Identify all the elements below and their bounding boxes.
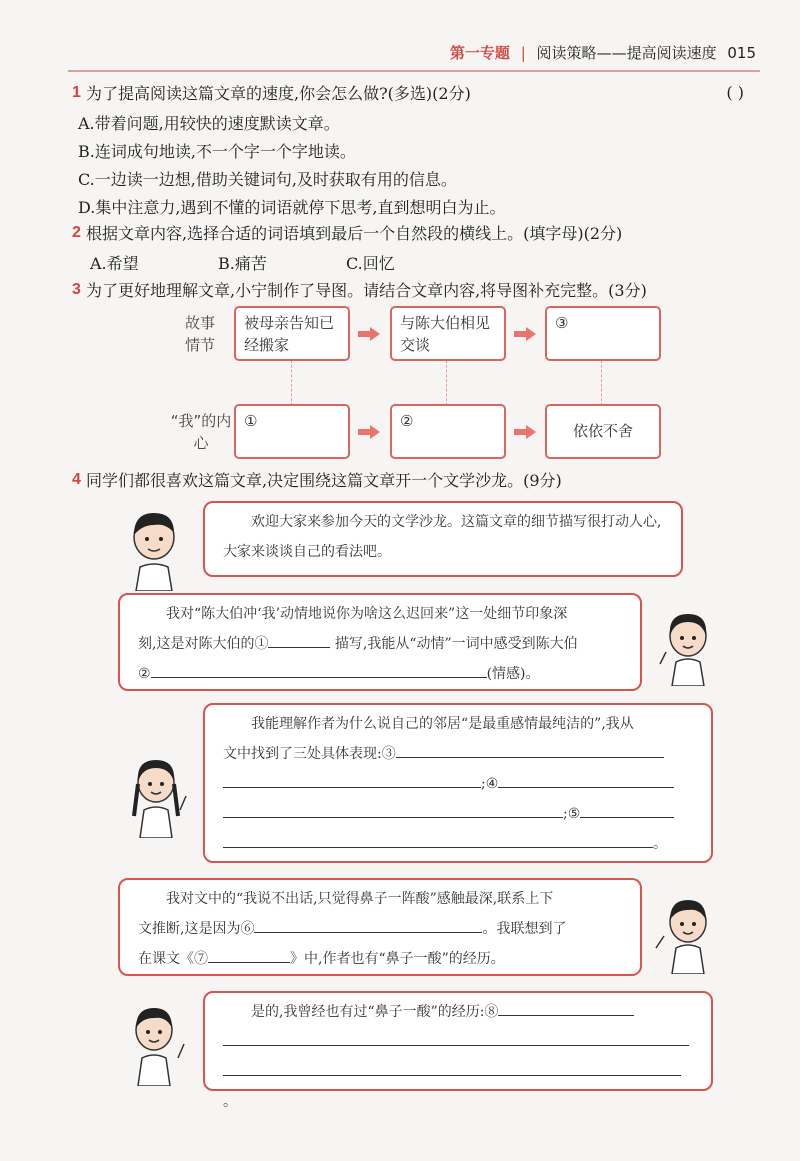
question-2-option-c: C.回忆 (346, 254, 395, 273)
answer-blank-6[interactable] (254, 915, 482, 933)
page-header: 第一专题 | 阅读策略——提高阅读速度 015 (449, 44, 756, 62)
girl-avatar-1 (652, 606, 718, 686)
section-label: 第一专题 (449, 44, 510, 62)
question-3-number: 3 (72, 281, 81, 298)
answer-blank-4[interactable] (498, 770, 674, 788)
question-2-text: 根据文章内容,选择合适的词语填到最后一个自然段的横线上。(填字母)(2分) (86, 224, 623, 243)
bubble-2-line-2b: 描写,我能从“动情”一词中感受到陈大伯 (334, 636, 578, 652)
bubble-3-semi-2: ;⑤ (563, 806, 581, 822)
diagram-box-feeling-1-blank[interactable]: ① (234, 404, 350, 459)
bubble-3-semi-1: ;④ (481, 776, 499, 792)
question-1-option-a: A.带着问题,用较快的速度默读文章。 (78, 114, 340, 133)
subtopic-label: 提高阅读速度 (626, 44, 717, 62)
connector-1 (291, 360, 292, 406)
bubble-1-line-2: 大家来谈谈自己的看法吧。 (223, 544, 391, 560)
diagram-box-feeling-2-blank[interactable]: ② (390, 404, 506, 459)
speech-bubble-3 (203, 703, 713, 863)
topic-label: 阅读策略 (536, 44, 597, 62)
bubble-4-line-3a: 在课文《⑦ (138, 951, 208, 967)
answer-blank-1[interactable] (268, 630, 330, 648)
arrow-right-icon (514, 425, 536, 439)
question-2-option-a: A.希望 (90, 254, 139, 273)
speech-bubble-1 (203, 501, 683, 577)
answer-blank-2[interactable] (151, 660, 487, 678)
question-1-option-c: C.一边读一边想,借助关键词句,及时获取有用的信息。 (78, 170, 457, 189)
question-4-text: 同学们都很喜欢这篇文章,决定围绕这篇文章开一个文学沙龙。(9分) (86, 471, 562, 490)
question-2-option-b: B.痛苦 (218, 254, 267, 273)
header-dash: —— (596, 44, 627, 62)
question-1-option-d: D.集中注意力,遇到不懂的词语就停下思考,直到想明白为止。 (78, 198, 506, 217)
answer-blank-4-cont[interactable] (223, 800, 563, 818)
answer-blank-8-cont-2[interactable] (223, 1058, 681, 1076)
diagram-box-plot-1: 被母亲告知已经搬家 (234, 306, 350, 361)
diagram-box-plot-3-blank[interactable]: ③ (545, 306, 661, 361)
arrow-right-icon (514, 327, 536, 341)
answer-blank-8-cont-1[interactable] (223, 1028, 689, 1046)
bubble-4-line-3b: 》中,作者也有“鼻子一酸”的经历。 (290, 951, 505, 967)
speech-bubble-5 (203, 991, 713, 1110)
header-rule (68, 70, 760, 72)
question-1-text: 为了提高阅读这篇文章的速度,你会怎么做?(多选)(2分) (86, 84, 471, 103)
answer-blank-5[interactable] (580, 800, 674, 818)
bubble-4-line-2b: 。我联想到了 (482, 921, 567, 937)
diagram-row1-label: 故事情节 (184, 314, 215, 354)
girl-avatar-2 (122, 752, 194, 838)
answer-blank-8[interactable] (498, 998, 634, 1016)
bubble-2-line-1: 我对“陈大伯冲‘我’动情地说你为啥这么迟回来”这一处细节印象深 (166, 606, 568, 622)
bubble-4-line-2a: 文推断,这是因为⑥ (138, 921, 255, 937)
bubble-5-end: 。 (223, 1094, 237, 1110)
speech-bubble-2 (118, 593, 642, 691)
boy-avatar-3 (120, 1000, 192, 1086)
question-4-number: 4 (72, 471, 81, 488)
answer-blank-3-cont[interactable] (223, 770, 481, 788)
answer-blank-7[interactable] (208, 945, 290, 963)
question-1-answer-paren[interactable]: ( ) (726, 83, 744, 102)
connector-3 (601, 360, 602, 406)
boy-avatar-1 (118, 505, 190, 591)
speech-bubble-4 (118, 878, 642, 976)
page-number: 015 (727, 44, 756, 62)
answer-blank-3[interactable] (396, 740, 664, 758)
bubble-5-line-1: 是的,我曾经也有过“鼻子一酸”的经历:⑧ (251, 1004, 499, 1020)
arrow-right-icon (358, 327, 380, 341)
bubble-2-line-3b: (情感)。 (486, 666, 540, 682)
question-1-option-b: B.连词成句地读,不一个字一个字地读。 (78, 142, 356, 161)
bubble-2-line-3a: ② (138, 666, 151, 682)
diagram-box-plot-2: 与陈大伯相见交谈 (390, 306, 506, 361)
connector-2 (446, 360, 447, 406)
arrow-right-icon (358, 425, 380, 439)
bubble-2-line-2a: 刻,这是对陈大伯的① (138, 636, 269, 652)
question-3-text: 为了更好地理解文章,小宁制作了导图。请结合文章内容,将导图补充完整。(3分) (86, 281, 647, 300)
answer-blank-5-cont[interactable] (223, 830, 653, 848)
question-1-number: 1 (72, 84, 81, 101)
bubble-4-line-1: 我对文中的“我说不出话,只觉得鼻子一阵酸”感触最深,联系上下 (166, 891, 554, 907)
boy-avatar-2 (650, 892, 720, 974)
bubble-3-line-2: 文中找到了三处具体表现:③ (223, 746, 396, 762)
bubble-1-line-1: 欢迎大家来参加今天的文学沙龙。这篇文章的细节描写很打动人心, (251, 514, 662, 530)
diagram-row2-label: “我”的内心 (170, 412, 232, 452)
question-2-number: 2 (72, 224, 81, 241)
diagram-box-feeling-3: 依依不舍 (545, 404, 661, 459)
bubble-3-line-1: 我能理解作者为什么说自己的邻居“是最重感情最纯洁的”,我从 (251, 716, 634, 732)
bubble-3-end: 。 (653, 836, 667, 852)
